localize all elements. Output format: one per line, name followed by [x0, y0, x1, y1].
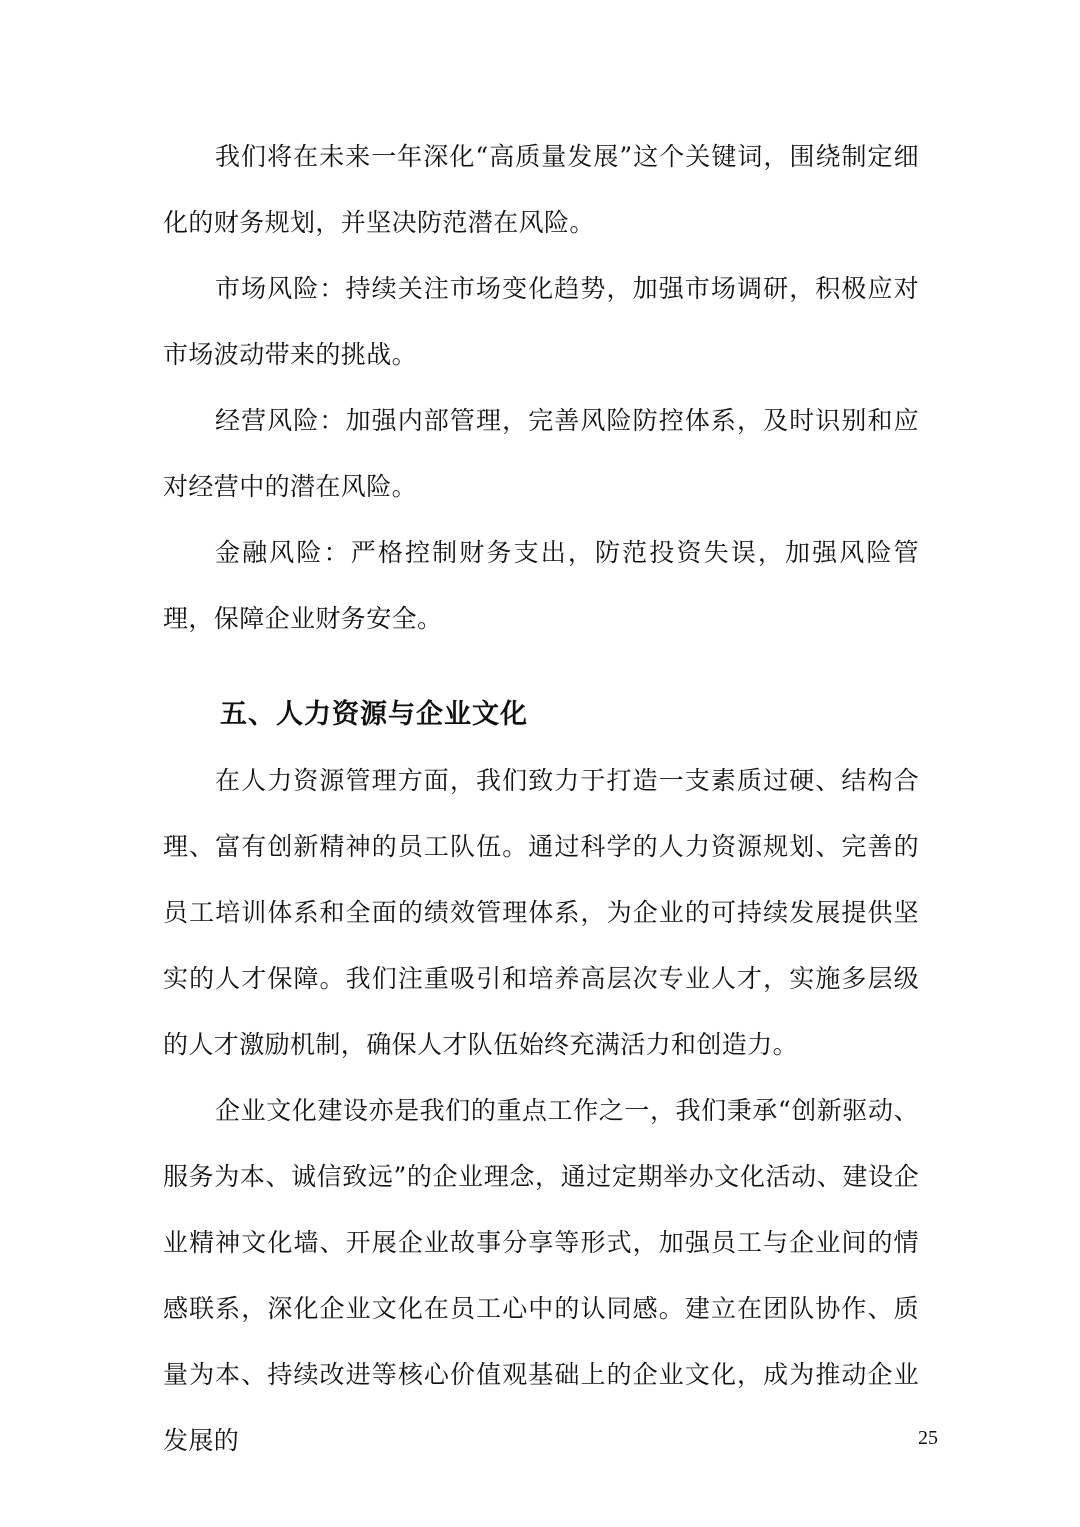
page-content: [163, 124, 919, 1474]
section-heading: 五、人力资源与企业文化: [220, 699, 528, 730]
paragraph-operational-risk: 经营风险：加强内部管理，完善风险防控体系，及时识别和应对经营中的潜在风险。: [163, 406, 919, 501]
paragraph-future-plan: 我们将在未来一年深化“高质量发展”这个关键词，围绕制定细化的财务规划，并坚决防范潜在风险。: [163, 142, 919, 237]
paragraph-corporate-culture: 企业文化建设亦是我们的重点工作之一，我们秉承“创新驱动、服务为本、诚信致远”的企业理念，通过定期举办文化活动、建设企业精神文化墙、开展企业故事分享等形式，加强员工与企业间的情感联系，深化企业文化在员工心中的认同感。建立在团队协作、质量为本、持续改进等核心价值观基础上的企业文化，成为推动企业发展的: [163, 1096, 919, 1455]
paragraph-financial-risk: 金融风险：严格控制财务支出，防范投资失误，加强风险管理，保障企业财务安全。: [163, 538, 919, 633]
paragraph-human-resources: 在人力资源管理方面，我们致力于打造一支素质过硬、结构合理、富有创新精神的员工队伍。通过科学的人力资源规划、完善的员工培训体系和全面的绩效管理体系，为企业的可持续发展提供坚实的人才保障。我们注重吸引和培养高层次专业人才，实施多层级的人才激励机制，确保人才队伍始终充满活力和创造力。: [163, 766, 919, 1059]
page-number: 25: [918, 1427, 938, 1449]
paragraph-market-risk: 市场风险：持续关注市场变化趋势，加强市场调研，积极应对市场波动带来的挑战。: [163, 274, 919, 369]
